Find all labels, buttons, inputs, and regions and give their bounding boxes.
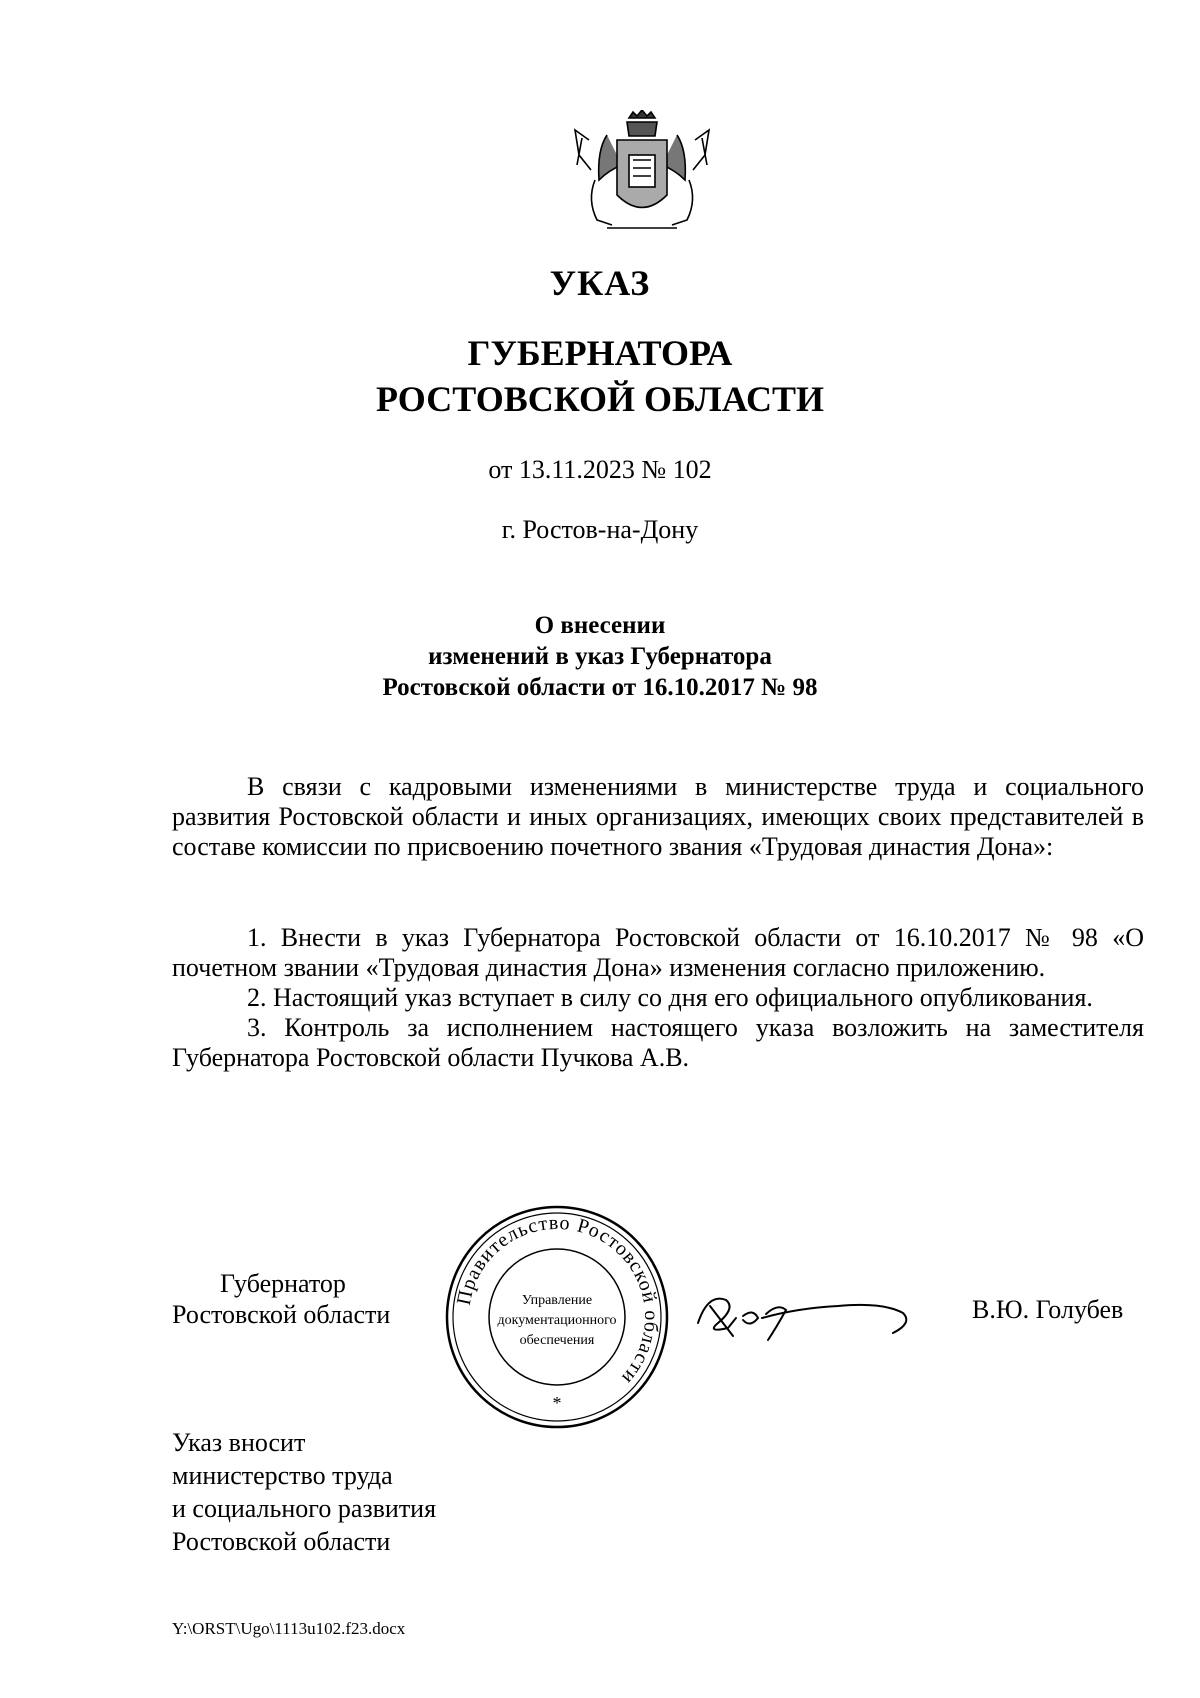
file-path: Y:\ORST\Ugo\1113u102.f23.docx [172,1619,406,1638]
signer-position-line-2: Ростовской области [172,1300,391,1329]
stamp-inner-line-3: обеспечения [519,1333,595,1348]
stamp-inner-line-1: Управление [521,1293,593,1308]
introducer-line-4: Ростовской области [172,1527,391,1556]
signer-name: В.Ю. Голубев [972,1295,1124,1324]
stamp-outer-text: Правительство Ростовской области [452,1211,663,1390]
introducer-line-3: и социального развития [172,1494,437,1523]
signer-position [172,1268,390,1330]
stamp-star: * [552,1393,562,1413]
decree-item-1: 1. Внести в указ Губернатора Ростовской области от 16.10.2017 № 98 «О почетном звании «Трудовая династия Дона» изменения согласно приложению. [172,923,1144,982]
subject-line-1: О внесении [534,612,666,639]
handwritten-signature-icon [688,1278,938,1348]
issuer-line-1: ГУБЕРНАТОРА [467,333,733,373]
document-city: г. Ростов-на-Дону [501,515,699,544]
introducer-line-1: Указ вносит [172,1428,306,1457]
document-type-title: УКАЗ [549,263,651,303]
official-stamp [442,1202,672,1432]
preamble [172,772,1144,862]
decree-items [172,923,1144,1073]
document-date-number: от 13.11.2023 № 102 [488,455,712,484]
issuer-line-2: РОСТОВСКОЙ ОБЛАСТИ [376,379,824,419]
decree-item-2: 2. Настоящий указ вступает в силу со дня его официального опубликования. [247,983,1093,1012]
stamp-inner-line-2: документационного [497,1313,617,1328]
introducer-block [172,1426,436,1558]
decree-item-3: 3. Контроль за исполнением настоящего указа возложить на заместителя Губернатора Ростовской области Пучкова А.В. [172,1013,1144,1072]
coat-of-arms-icon [567,110,717,232]
introducer-line-2: министерство труда [172,1461,393,1490]
subject-line-3: Ростовской области от 16.10.2017 № 98 [382,674,818,701]
document-subject [0,610,1200,703]
preamble-text: В связи с кадровыми изменениями в министерстве труда и социального развития Ростовской области и иных организациях, имеющих своих представителей в составе комиссии по присвоению почетного звания «Трудовая династия Дона»: [172,772,1144,861]
signer-position-line-1: Губернатор [220,1269,346,1298]
subject-line-2: изменений в указ Губернатора [428,643,772,670]
issuer-title [0,330,1200,422]
